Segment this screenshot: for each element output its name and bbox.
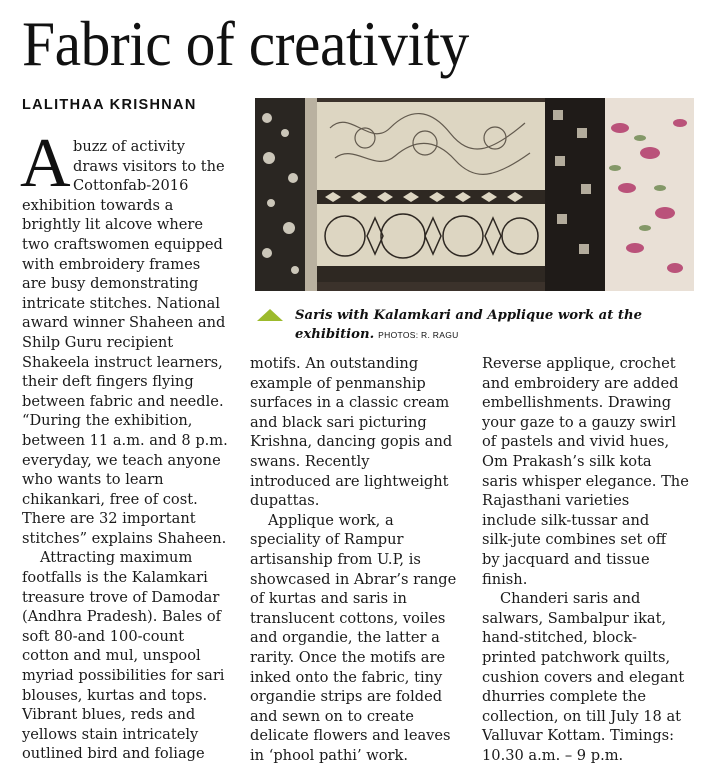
body-line: their deft fingers flying <box>22 373 194 391</box>
body-line: Om Prakash’s silk kota <box>482 452 652 470</box>
body-line: printed patchwork quilts, <box>482 648 671 666</box>
body-line: by jacquard and tissue <box>482 550 650 568</box>
body-line: There are 32 important <box>22 510 196 528</box>
headline: Fabric of creativity <box>22 8 469 79</box>
body-line: Reverse applique, crochet <box>482 355 676 372</box>
body-line: chikankari, free of cost. <box>22 490 198 508</box>
body-line: delicate flowers and leaves <box>250 727 451 745</box>
body-line: draws visitors to the <box>73 157 225 175</box>
body-line: Shakeela instruct learners, <box>22 353 223 371</box>
body-line: everyday, we teach anyone <box>22 451 221 469</box>
body-line: hand-stitched, block- <box>482 629 637 647</box>
body-line: Krishna, dancing gopis and <box>250 433 453 451</box>
body-line: Rajasthani varieties <box>482 492 630 510</box>
body-line: Valluvar Kottam. Timings: <box>482 727 675 745</box>
body-line: finish. <box>482 570 528 588</box>
body-line: and organdie, the latter a <box>250 629 440 647</box>
body-line: 10.30 a.m. – 9 p.m. <box>482 746 624 764</box>
body-line: between 11 a.m. and 8 p.m. <box>22 431 228 449</box>
body-line: yellows stain intricately <box>22 725 199 743</box>
body-line: motifs. An outstanding <box>250 355 419 372</box>
body-line: showcased in Abrar’s range <box>250 570 457 588</box>
body-line: dupattas. <box>250 492 320 510</box>
body-line: include silk-tussar and <box>482 511 650 529</box>
body-line: swans. Recently <box>250 452 370 470</box>
body-line: outlined bird and foliage <box>22 745 205 763</box>
body-line: are busy demonstrating <box>22 275 199 293</box>
article-column-2 <box>250 354 472 765</box>
body-line: artisanship from U.P, is <box>250 550 421 568</box>
body-line: treasure trove of Damodar <box>22 588 220 606</box>
body-line: cushion covers and elegant <box>482 668 685 686</box>
body-line: with embroidery frames <box>22 255 201 273</box>
body-line: between fabric and needle. <box>22 392 224 410</box>
body-line: organdie strips are folded <box>250 688 443 706</box>
article-photo <box>255 98 694 291</box>
caption-triangle-icon <box>257 309 283 321</box>
body-line: Vibrant blues, reds and <box>22 706 196 724</box>
body-line: collection, on till July 18 at <box>482 707 682 725</box>
body-line: and embroidery are added <box>482 374 679 392</box>
body-line: brightly lit alcove where <box>22 216 203 234</box>
body-line: your gaze to a gauzy swirl <box>482 413 676 431</box>
body-line: translucent cottons, voiles <box>250 609 446 627</box>
body-line: example of penmanship <box>250 374 426 392</box>
body-line: rarity. Once the motifs are <box>250 648 446 666</box>
body-line: and black sari picturing <box>250 413 427 431</box>
body-line: Applique work, a <box>268 511 394 529</box>
body-line: Shilp Guru recipient <box>22 333 174 351</box>
body-line: stitches” explains Shaheen. <box>22 529 227 547</box>
body-line: embellishments. Drawing <box>482 394 672 412</box>
body-line: silk-jute combines set off <box>482 531 667 549</box>
body-line: (Andhra Pradesh). Bales of <box>22 608 222 626</box>
body-line: Chanderi saris and <box>500 590 641 608</box>
body-line: soft 80-and 100-count <box>22 627 185 645</box>
sari-photo-illustration <box>255 98 694 291</box>
article-column-1 <box>22 137 242 764</box>
body-line: blouses, kurtas and tops. <box>22 686 208 704</box>
body-line: award winner Shaheen and <box>22 314 226 332</box>
byline: LALITHAA KRISHNAN <box>22 97 197 113</box>
body-line: myriad possibilities for sari <box>22 667 225 685</box>
body-line: inked onto the fabric, tiny <box>250 668 443 686</box>
body-line: saris whisper elegance. The <box>482 472 689 490</box>
body-line: introduced are lightweight <box>250 472 449 490</box>
body-line: salwars, Sambalpur ikat, <box>482 609 667 627</box>
body-line: two craftswomen equipped <box>22 235 223 253</box>
body-line: speciality of Rampur <box>250 531 404 549</box>
photo-caption <box>295 306 695 345</box>
body-line: of kurtas and saris in <box>250 590 407 608</box>
body-line: dhurries complete the <box>482 688 647 706</box>
body-line: buzz of activity <box>73 138 186 155</box>
body-line: in ‘phool pathi’ work. <box>250 746 408 764</box>
body-line: who wants to learn <box>22 471 164 489</box>
article-column-3 <box>482 354 702 765</box>
body-line: and sewn on to create <box>250 707 414 725</box>
body-line: of pastels and vivid hues, <box>482 433 670 451</box>
body-line: Cottonfab-2016 <box>73 177 189 195</box>
body-line: cotton and mul, unspool <box>22 647 201 665</box>
body-line: intricate stitches. National <box>22 294 221 312</box>
drop-cap: A <box>20 125 71 202</box>
body-line: Attracting maximum <box>40 549 193 567</box>
body-line: “During the exhibition, <box>22 412 193 430</box>
photo-credit: PHOTOS: R. RAGU <box>378 330 459 340</box>
body-line: exhibition towards a <box>22 196 174 214</box>
body-line: surfaces in a classic cream <box>250 394 450 412</box>
caption-text: Saris with Kalamkari and Applique work at the exhibition. <box>295 308 642 342</box>
body-line: footfalls is the Kalamkari <box>22 569 208 587</box>
